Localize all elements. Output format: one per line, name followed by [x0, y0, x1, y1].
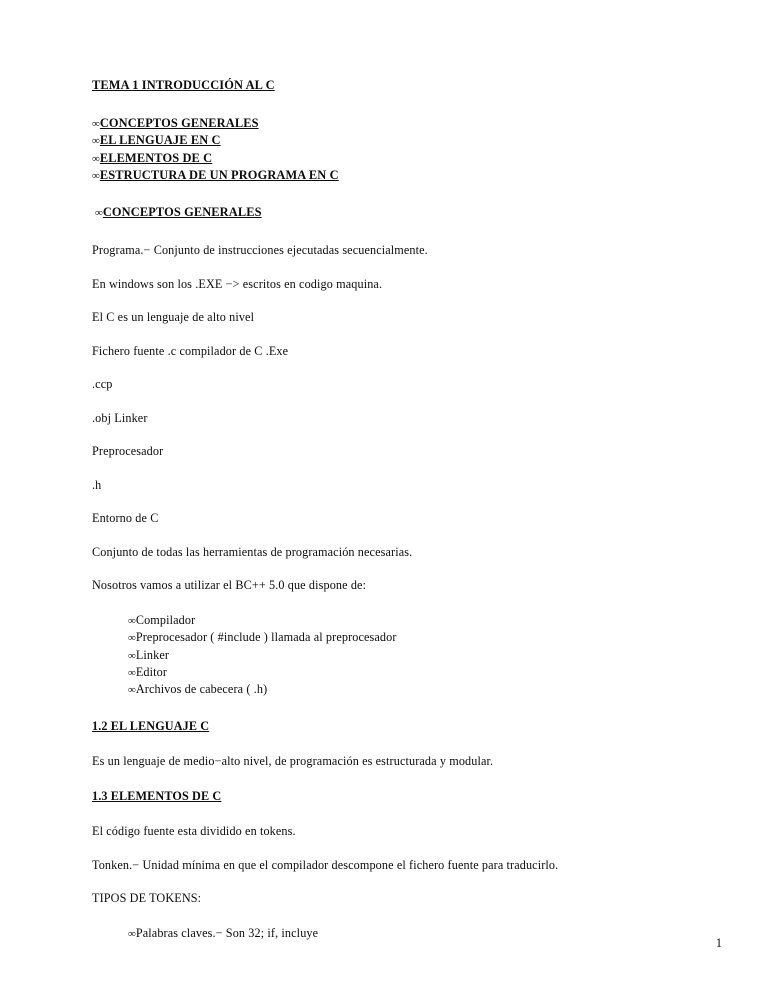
tools-list-item — [128, 647, 672, 664]
toc-item — [92, 132, 672, 149]
heading-1-2-wrap — [92, 717, 672, 735]
infinity-bullet-icon: ∞ — [92, 169, 100, 182]
tools-list-item-label: Preprocesador ( #include ) llamada al preprocesador — [135, 630, 397, 645]
tools-list-item-label: Editor — [135, 664, 168, 679]
paragraph-alto-nivel: El C es un lenguaje de alto nivel — [92, 310, 255, 325]
infinity-bullet-icon: ∞ — [92, 118, 100, 130]
toc-item — [92, 167, 672, 184]
paragraph-ccp: .ccp — [92, 377, 113, 392]
paragraph-preprocesador: Preprocesador — [92, 444, 164, 459]
infinity-bullet-icon: ∞ — [128, 684, 136, 697]
table-of-contents — [92, 115, 672, 184]
tools-list-item-label: Compilador — [135, 612, 196, 627]
paragraph-tonken-definicion: Tonken.− Unidad mínima en que el compilador descompone el fichero fuente para traducirlo. — [92, 857, 559, 872]
paragraph-lenguaje-medio-alto: Es un lenguaje de medio−alto nivel, de programación es estructurada y modular. — [92, 753, 494, 768]
paragraph-dot-h: .h — [92, 477, 102, 492]
paragraph-tipos-de-tokens: TIPOS DE TOKENS: — [92, 891, 202, 906]
infinity-bullet-icon: ∞ — [95, 207, 103, 220]
document-title: TEMA 1 INTRODUCCIÓN AL C — [92, 78, 275, 92]
paragraph-windows-exe: En windows son los .EXE −> escritos en codigo maquina. — [92, 276, 383, 291]
section-heading-label: CONCEPTOS GENERALES — [102, 205, 262, 220]
tools-list-item-label: Linker — [135, 647, 170, 662]
tools-list — [92, 612, 672, 699]
section-heading-conceptos-generales — [95, 204, 672, 221]
toc-item-label: ESTRUCTURA DE UN PROGRAMA EN C — [99, 167, 339, 182]
toc-item-label: CONCEPTOS GENERALES — [99, 116, 259, 130]
paragraph-bcpp: Nosotros vamos a utilizar el BC++ 5.0 que dispone de: — [92, 578, 367, 593]
tools-list-item — [128, 681, 672, 698]
infinity-bullet-icon: ∞ — [128, 666, 136, 679]
toc-item-label: ELEMENTOS DE C — [99, 150, 213, 165]
heading-1-3: 1.3 ELEMENTOS DE C — [92, 789, 222, 804]
infinity-bullet-icon: ∞ — [128, 632, 136, 645]
heading-1-3-wrap — [92, 787, 672, 805]
tokens-list-item-label: Palabras claves.− Son 32; if, incluye — [135, 925, 319, 940]
infinity-bullet-icon: ∞ — [92, 152, 100, 165]
tools-list-item — [128, 629, 672, 646]
toc-item-label: EL LENGUAJE EN C — [99, 133, 221, 148]
tokens-list-item — [128, 925, 672, 942]
page-number: 1 — [715, 936, 722, 950]
paragraph-programa: Programa.− Conjunto de instrucciones ejecutadas secuencialmente. — [92, 243, 428, 258]
tokens-list — [92, 925, 672, 942]
tools-list-item-label: Archivos de cabecera ( .h) — [135, 682, 268, 697]
infinity-bullet-icon: ∞ — [128, 614, 136, 627]
toc-item — [92, 150, 672, 167]
paragraph-herramientas: Conjunto de todas las herramientas de programación necesarias. — [92, 544, 413, 559]
paragraph-obj-linker: .obj Linker — [92, 410, 148, 425]
infinity-bullet-icon: ∞ — [128, 927, 136, 940]
tools-list-item — [128, 612, 672, 629]
heading-1-2: 1.2 EL LENGUAJE C — [92, 718, 210, 733]
paragraph-fichero-fuente: Fichero fuente .c compilador de C .Exe — [92, 343, 289, 358]
infinity-bullet-icon: ∞ — [92, 135, 100, 148]
tools-list-item — [128, 664, 672, 681]
document-body — [92, 78, 672, 960]
toc-item — [92, 115, 672, 132]
infinity-bullet-icon: ∞ — [128, 649, 136, 662]
paragraph-codigo-tokens: El código fuente esta dividido en tokens. — [92, 824, 296, 839]
paragraph-entorno-de-c: Entorno de C — [92, 511, 159, 526]
